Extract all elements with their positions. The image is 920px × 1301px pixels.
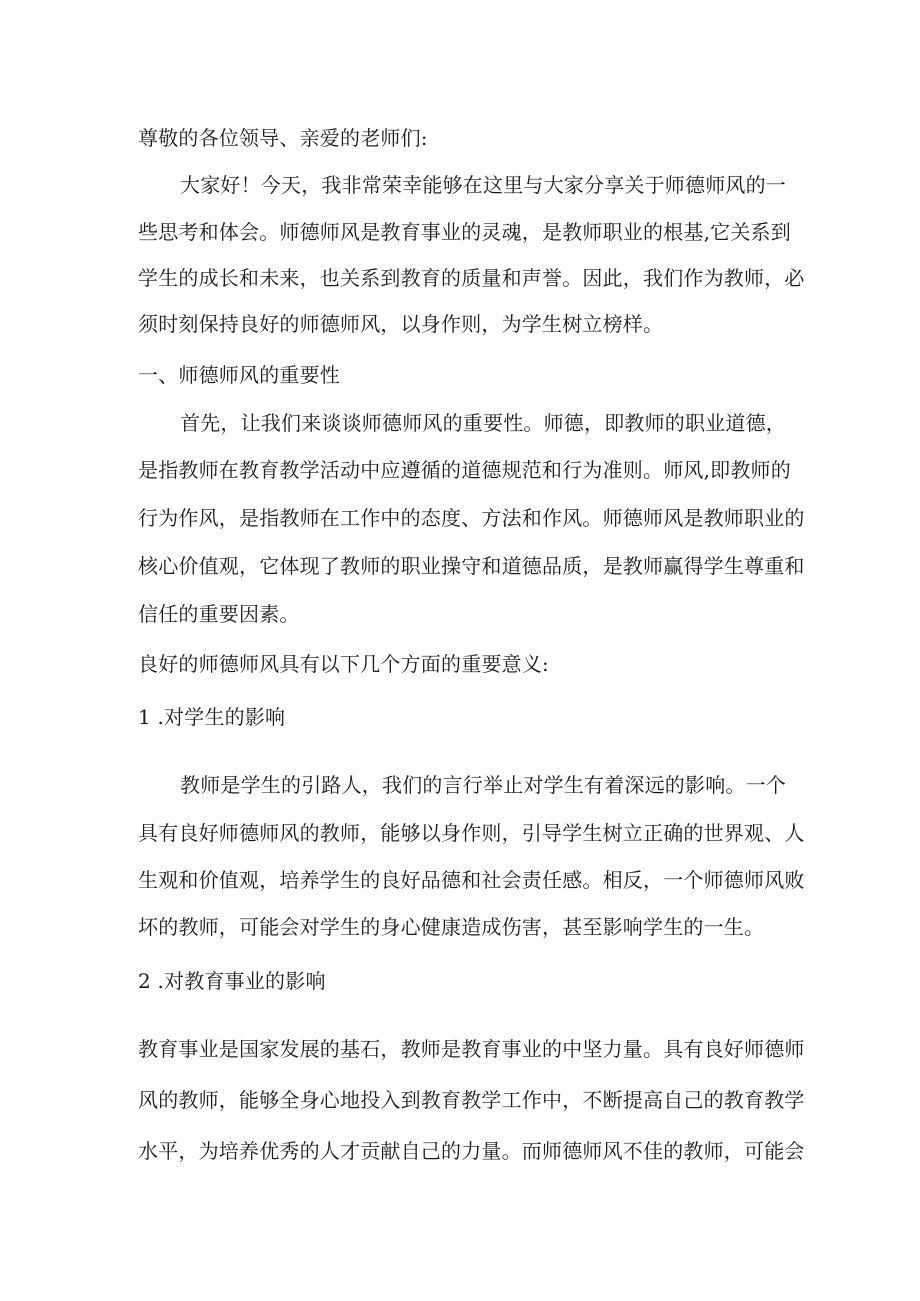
item2-line-3: 水平，为培养优秀的人才贡献自己的力量。而师德师风不佳的教师，可能会 [138,1139,805,1163]
section1-line-2: 是指教师在教育教学活动中应遵循的道德规范和行为准则。师风,即教师的 [138,458,791,482]
intro-line-1: 大家好！今天，我非常荣幸能够在这里与大家分享关于师德师风的一 [180,173,786,197]
item2-line-1: 教育事业是国家发展的基石，教师是教育事业的中坚力量。具有良好师德师 [138,1037,805,1061]
item1-heading: 1 .对学生的影响 [138,705,286,729]
section1-line-1: 首先，让我们来谈谈师德师风的重要性。师德，即教师的职业道德， [180,411,786,435]
significance-intro: 良好的师德师风具有以下几个方面的重要意义: [138,652,549,676]
salutation: 尊敬的各位领导、亲爱的老师们: [138,126,428,150]
section1-heading: 一、师德师风的重要性 [138,363,340,387]
section1-line-4: 核心价值观，它体现了教师的职业操守和道德品质，是教师赢得学生尊重和 [138,554,805,578]
item2-heading: 2 .对教育事业的影响 [138,969,326,993]
intro-line-3: 学生的成长和未来，也关系到教育的质量和声誉。因此，我们作为教师，必 [138,266,805,290]
item1-line-3: 生观和价值观，培养学生的良好品德和社会责任感。相反，一个师德师风败 [138,868,805,892]
intro-line-4: 须时刻保持良好的师德师风，以身作则，为学生树立榜样。 [138,312,664,336]
item1-line-2: 具有良好师德师风的教师，能够以身作则，引导学生树立正确的世界观、人 [138,821,805,845]
item1-line-1: 教师是学生的引路人，我们的言行举止对学生有着深远的影响。一个 [180,773,786,797]
intro-line-2: 些思考和体会。师德师风是教育事业的灵魂，是教师职业的根基,它关系到 [138,220,791,244]
item1-line-4: 坏的教师，可能会对学生的身心健康造成伤害，甚至影响学生的一生。 [138,915,765,939]
item2-line-2: 风的教师，能够全身心地投入到教育教学工作中，不断提高自己的教育教学 [138,1088,805,1112]
section1-line-5: 信任的重要因素。 [138,602,300,626]
section1-line-3: 行为作风，是指教师在工作中的态度、方法和作风。师德师风是教师职业的 [138,506,805,530]
